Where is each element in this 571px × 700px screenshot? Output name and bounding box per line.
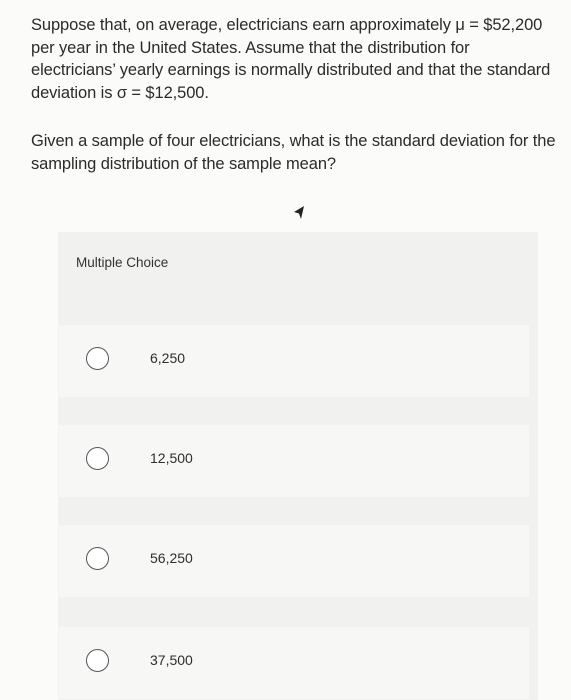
radio-unselected-icon[interactable] xyxy=(86,547,109,570)
answer-option-text: 12,500 xyxy=(150,450,193,466)
question-paragraph-setup: Suppose that, on average, electricians earn approximately μ = $52,200 per year in the United States. Assume that the distribution for electricians’ yearly earnings is normally distributed and that the standard deviation is σ = $12,500. xyxy=(31,16,551,102)
mouse-pointer-icon xyxy=(292,205,308,221)
radio-unselected-icon[interactable] xyxy=(86,347,109,370)
question-paragraph-prompt: Given a sample of four electricians, what is the standard deviation for the sampling distribution of the sample mean? xyxy=(31,132,556,173)
radio-unselected-icon[interactable] xyxy=(86,649,109,672)
multiple-choice-label: Multiple Choice xyxy=(76,255,169,270)
answer-option-text: 6,250 xyxy=(150,350,186,366)
question-text xyxy=(31,14,556,175)
answer-option-3[interactable] xyxy=(59,525,529,597)
answer-option-4[interactable] xyxy=(59,627,529,699)
answer-option-2[interactable] xyxy=(59,425,529,497)
multiple-choice-panel xyxy=(58,232,538,700)
answer-option-text: 37,500 xyxy=(150,652,193,668)
answer-option-text: 56,250 xyxy=(150,550,193,566)
radio-unselected-icon[interactable] xyxy=(86,447,109,470)
answer-option-1[interactable] xyxy=(59,325,529,397)
